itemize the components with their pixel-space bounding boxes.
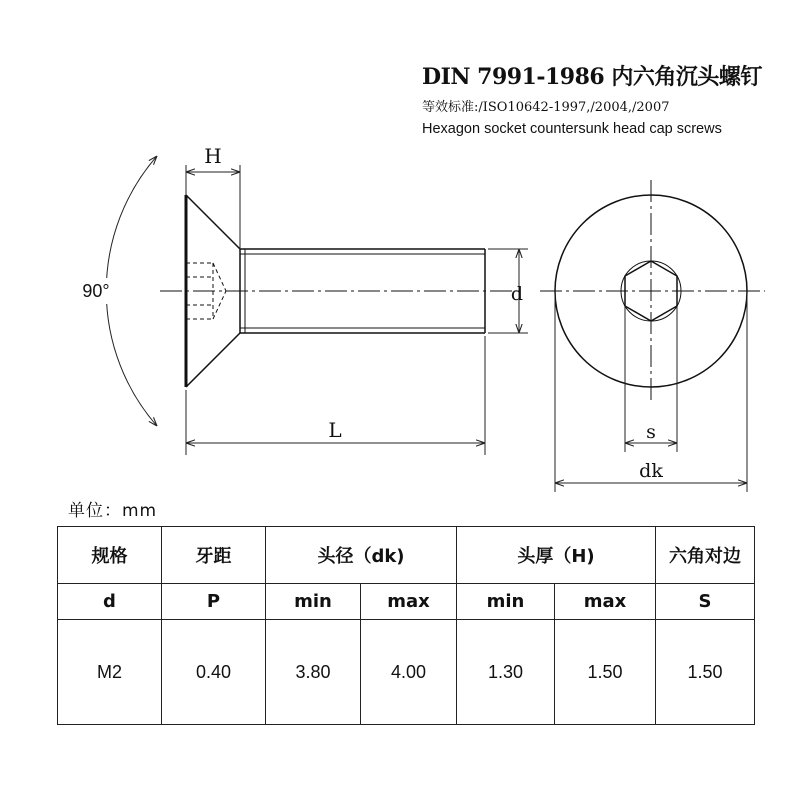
label-s: s — [646, 421, 656, 443]
cell-d: M2 — [58, 620, 162, 725]
screw-front-view — [540, 180, 765, 400]
spec-table — [57, 526, 755, 725]
dimension-H — [186, 165, 240, 249]
cell-dk-min: 3.80 — [266, 620, 361, 725]
subheader-dk-max: max — [361, 584, 457, 620]
label-dk: dk — [639, 460, 663, 482]
cell-dk-max: 4.00 — [361, 620, 457, 725]
header-head-diameter: 头径（dk) — [266, 527, 457, 584]
english-name: Hexagon socket countersunk head cap screws — [422, 121, 722, 137]
cell-p: 0.40 — [162, 620, 266, 725]
subheader-p: P — [162, 584, 266, 620]
subheader-s: S — [656, 584, 755, 620]
label-d: d — [510, 283, 524, 305]
header-head-height: 头厚（H) — [457, 527, 656, 584]
subheader-h-max: max — [555, 584, 656, 620]
table-subheader-row — [58, 584, 755, 620]
header-hex-across-flats: 六角对边 — [656, 527, 755, 584]
header-spec: 规格 — [58, 527, 162, 584]
subheader-dk-min: min — [266, 584, 361, 620]
cell-h-max: 1.50 — [555, 620, 656, 725]
table-header-row — [58, 527, 755, 584]
cell-h-min: 1.30 — [457, 620, 555, 725]
page-title: DIN 7991-1986 内六角沉头螺钉 — [422, 64, 762, 90]
unit-label: 单位：mm — [68, 501, 158, 521]
subheader-h-min: min — [457, 584, 555, 620]
label-H: H — [204, 144, 222, 168]
table-row — [58, 620, 755, 725]
label-angle: 90° — [82, 281, 110, 301]
label-L: L — [328, 418, 342, 442]
cell-s: 1.50 — [656, 620, 755, 725]
subheader-d: d — [58, 584, 162, 620]
header-pitch: 牙距 — [162, 527, 266, 584]
equivalent-standard: 等效标准:/ISO10642-1997,/2004,/2007 — [422, 100, 670, 115]
